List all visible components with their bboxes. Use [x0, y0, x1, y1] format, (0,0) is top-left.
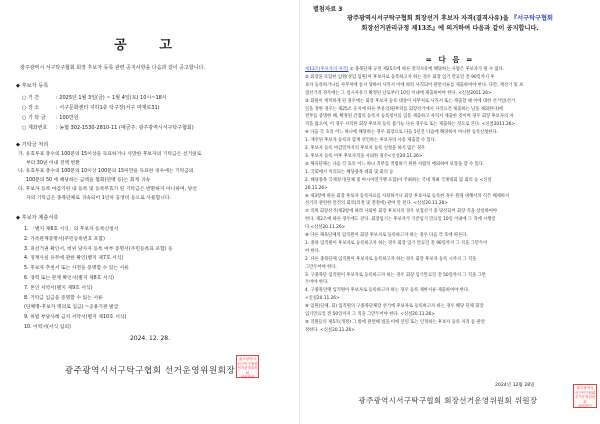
regulation-line: 1. 종목 임직원이 후보자로 등록하고자 하는 경우 회장 임기 만료일 전 90일까지 그 직을 그만두어: [305, 240, 488, 246]
deposit-line: 100분의 50 에 해당하는 금액을 협회(연맹 등)는 회계 귀속: [26, 178, 150, 184]
regulation-line: 선거의 관련한 안건의 회의(의결 및 결정에) 관여 안 된다. <신설20.11.26>: [305, 201, 448, 207]
registration-row: [22, 124, 194, 131]
document-item: 6. 경력 또는 관계 확인서(별지 제8호 서식): [24, 275, 115, 281]
regulation-line: <신설20.11.26>: [305, 296, 340, 302]
regulation-line: 20.11.26>: [305, 185, 328, 191]
document-item: 2. 가족관계증명서(주민등록번호 포함): [24, 236, 105, 242]
deposit-line: 나. 유효투표 총수의 100분의 10이상 100분의 15미만을 득표한 경우에는 기탁금의: [18, 169, 194, 175]
regulation-line: 3. 구종목단 임직원이 후보자로 등록하고자 하는 경우 회장 임기만료일 전 50일까지 그 직을 그만: [305, 272, 486, 278]
document-item: (단체명-후보자 명의로 입금) ~공용기관 발급: [24, 305, 119, 311]
issuer-name: 광주광역시서구탁구협회 선거운영위원회장: [64, 366, 236, 376]
row-value: : 100만원: [56, 115, 79, 121]
row-label: ○ 계좌번호: [22, 125, 48, 131]
regulation-line: 궐선거의 경우에는 그 실시사유가 확정된 날로부터 10일 이내에 제출하여야 한다. <신설2011.26>: [305, 90, 492, 96]
document-item: 7. 본인 서약서(별지 제9호 서식): [24, 285, 93, 291]
regulation-line: 임기만료일 전 50일까지 그 직을 그만두어야 한다. <신설20.11.26>: [305, 312, 435, 318]
regulation-line: 야 한다.: [305, 248, 321, 254]
intro-text: 광주광역시 서구탁구협회 회장 후보자 등록 관련 공지사항을 다음과 같이 공고합니다.: [20, 65, 205, 71]
regulation-line: 1. 국회에서 처리되는 해당종목 대회 및 회의 등: [305, 169, 394, 175]
deposit-text: [18, 151, 286, 203]
regulation-line: ② 회장을 포함한 임원(상임 임원)이 후보자로 등록하고자 하는 경우 회장 임기 만료일 전 90일까지 후: [305, 74, 495, 80]
deposit-line: 다. 후보자 등록 마감기한 내 등록 및 등록무효가 된 기탁금은 반환하지 아니하며, 당선: [18, 186, 197, 192]
regulation-line: 3. 후보자 등록 이후 후보자격을 사퇴한 경우<신설20.11.26>: [305, 153, 423, 159]
regulation-lead: 제13조(후보자의 자격) ① 종목단체 규정 제25조에 따른 결격사유에 해당하는 사람은 후보자가 될 수 없다.: [305, 67, 505, 72]
document-item: 8. 기탁금 입금을 증명할 수 있는 서류: [24, 295, 103, 301]
regulation-line: ⑦ 직위 회장선거(제2항에 따라 사퇴한 회장 후보자의 경우 보궐선거 중 당선되어 회장 직을 상실하여야: [305, 209, 498, 215]
document-item: 10. 이력서(서식 임의): [24, 324, 71, 330]
regulation-line: 4. 구종목연맹 임직원이 후보자로 등록하고자 하는 경우 등록 제한서류 제출하여야 한다.: [305, 288, 470, 294]
registration-heading: ◆ 후보자 등록: [16, 83, 49, 89]
document-item: 5. 후보자 추천서 또는 사전을 증명할 수 있는 서류: [24, 266, 129, 272]
regulation-line: 일을 정한 경우는 제25조 유지에 따른 부유의)원부터를 회장선거에서 자격요건 제출하는 날을 제외한다)에: [305, 106, 504, 112]
deposit-heading: ◆ 기탁금 처리: [16, 142, 49, 148]
deposit-line: 가. 유효투표 총수의 100분의 15이상을 득표하거나 사망한 후보자의 기탁금은 선거일로: [18, 152, 202, 157]
row-value: : 서구문화센터 지하1층 탁구장(서구 마재로31): [56, 105, 160, 111]
document-item: 9. 위법 부당사례 금지 서약서(별지 제10호 서식): [24, 315, 127, 321]
row-value: : 농협 302-1530-2810-11 (예금주: 광주광역시서구탁구협회): [56, 125, 194, 131]
regulation-line: ⑥ 제3항에 따른 회장 후보자 등록자료를 사퇴하거나 회장 후보자로 등록한 경우 원래 대해서의 직은 해제하지: [305, 193, 510, 199]
regulation-line: 두어야 한다.: [305, 280, 329, 286]
registration-row: [22, 114, 78, 121]
regulation-line: 다.<신설20.11.26>: [305, 225, 346, 231]
regulation-text: [305, 66, 595, 335]
notice-heading: 광주광역시서구탁구협회 회장선거 후보자 자격(결격사유)을 『서구탁구협회 회장선거관리규정 제13조』에 의거하여 다음과 같이 공지합니다.: [347, 15, 553, 32]
document-item: 1. 「별지 제6호 서식」의 후보자 등록신청서: [24, 227, 119, 232]
notice-issuer: 광주광역시서구탁구협회 회장선거운영위원회 위원장: [358, 396, 538, 405]
regulation-line: 격을 잃으며, 이 경우 사직한 회장 후보자 등록 불가능 다른 경우로 또는 제출하는 것으로 본다. <신설2011.26>: [305, 122, 516, 128]
official-seal: 광주광역시 서구탁구협회 선거운영위원회 위원장인: [574, 386, 596, 409]
row-label: ○ 기 탁 금: [22, 115, 46, 121]
notice-date: 2024년 12월 28일: [495, 383, 535, 388]
regulation-line: 2. 다른 종목단체 임직원이 후보자로 등록하고자 하는 경우 회장 후보자 등록 시까지 그 직을: [305, 256, 477, 262]
regulation-line: 그만두어야 한다.: [305, 264, 337, 270]
documents-list: [24, 225, 292, 333]
regulation-line: ⑤ 체육단체는 다음 각 호의 어느 하나 직무를 적법하기 위한 사람의 예외하여 보장을 할 수 있다.: [305, 161, 485, 167]
document-item: 3. 피선거권 확인서, 비위 당사자 등록 여부 증명서(주민등록표 포함) 등: [24, 246, 173, 252]
regulation-line: ③ 회원이 재적하게 된 경우에는 회장 후보자 등록 대상이 사무처로 사직서 또는 제출할 때 이에 대한 선거일(선거: [305, 98, 516, 104]
page-title: 공 고: [114, 38, 186, 53]
regulation-line: 2. 해당종목 국제경기(단체 및 아시아연가맹 포함)이 주최하는 국내 개최 국제대회 및 회의 등 <신설: [305, 177, 492, 183]
row-label: ○ 장 소: [22, 105, 40, 111]
deposit-line: 부터 30일 이내 전액 반환: [26, 160, 80, 166]
regulation-line: 정한다. <신설20.11.26>: [305, 327, 355, 333]
registration-row: [22, 94, 167, 101]
deposit-line: 자의 기탁금은 종목단체로 귀속되어 1년차 공영비 등으로 사용합니다.: [26, 195, 171, 201]
regulation-line: 1. 재선된 후보자 등록과 함께 선언하는 후보자의 사용 제출할 수 있다.: [305, 138, 437, 144]
regulation-line: ⑧ 다른 체육단체의 임직원이 회장 후보자로 등록하고자 하는 경우 다음 각 호에 따른다.: [305, 233, 468, 239]
regulation-line: ④ 다음 각 호의 어느 하나에 해당하는 경우 회장으로 다음 5년간 다음에 해당하지 아니한 등록신청한다.: [305, 130, 499, 136]
regulation-line: 한다. 제2조에 따른 경우에도 같다. 회장임기는 후보자가 기존임기 만료일 10일 이내에 그 직에 시행일: [305, 217, 496, 223]
regulation-line: ⑩ 직원들의 제5조(개정) 그 밖에 관련해 법을 이에 안된 또는 인정하는 후보자 등록 자격 등 관련: [305, 320, 485, 325]
row-label: ○ 기 간: [22, 95, 40, 101]
regulation-line: ⑨ 임원(단체, 회) 임직원의 구종목단체장 선거에 후보자로 등록하고자 하는 경우 해당 단체 회장: [305, 304, 484, 310]
announcement-date: 2024. 12. 28.: [129, 335, 171, 342]
documents-heading: ◆ 후보자 제출서류: [16, 215, 59, 221]
row-value: : 2025년 1월 3일(금) ~ 1월 4일(토) 10시~18시: [56, 95, 167, 101]
official-seal: 광주광역시 서구탁구협회 선거운영위원회 위원장인: [237, 357, 258, 380]
attachment-label: 별첨자료 3: [313, 6, 343, 13]
regulation-line: 2. 후보자 등록 마감일까지의 후보자 등록 신청을 하지 않은 경우: [305, 146, 426, 152]
regulation-line: 보자 등록하거나를 사무처에 통지 당하여 사직서 이에 따라 사직되어 관련서류를 제출하여야 한다. 다만, 재선거 및 보: [305, 82, 524, 88]
regulation-line: 결부를 증명한 때, 확정된 간접의 등록자 등록청서를 임용 제출하고 사직서 제출한 것이며 경우 회장 후보자의 자: [305, 114, 514, 120]
registration-row: [22, 104, 160, 111]
section-marker: = 다 음 =: [425, 55, 475, 64]
document-item: 4. 징계사실 유무에 관한 확인(별지 제7호 서식): [24, 256, 124, 262]
